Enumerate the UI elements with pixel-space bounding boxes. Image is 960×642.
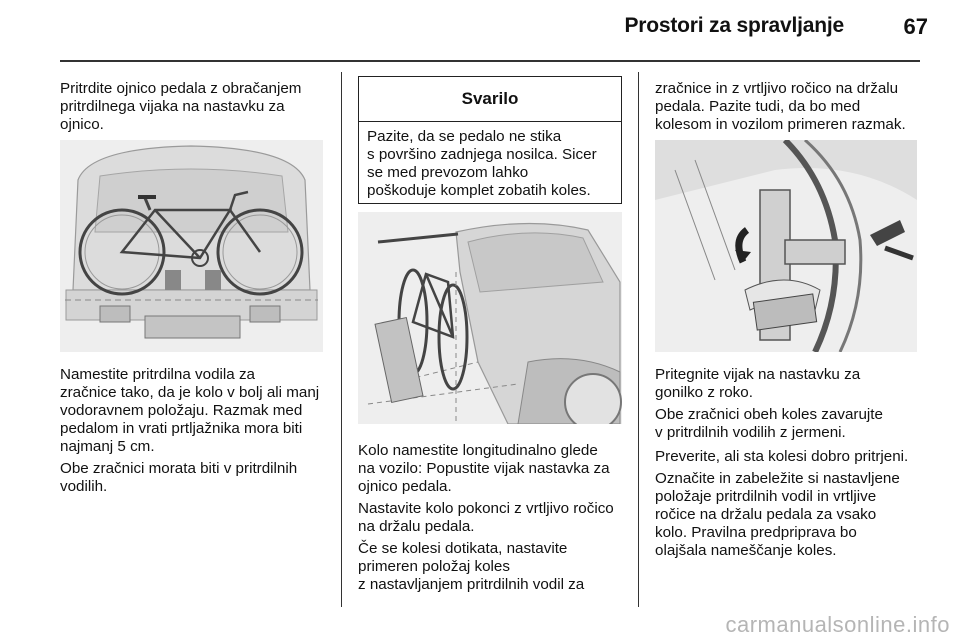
text-line: ojnico. xyxy=(60,116,104,133)
paragraph-both-wheels xyxy=(60,460,297,496)
paragraph-tighten xyxy=(655,366,860,402)
text-line: poškoduje komplet zobatih koles. xyxy=(367,182,591,199)
paragraph-check xyxy=(655,448,908,466)
illustration-pedal-holder-closeup xyxy=(655,140,917,352)
column-divider-right xyxy=(638,72,639,607)
text-line: ojnico pedala. xyxy=(358,478,452,495)
text-line: ročice na držalu pedala za vsako xyxy=(655,506,877,523)
text-line: Namestite pritrdilna vodila za xyxy=(60,366,255,383)
footer-watermark: carmanualsonline.info xyxy=(725,612,950,637)
paragraph-touching xyxy=(358,540,584,594)
text-line: vodilih. xyxy=(60,478,108,495)
warning-body xyxy=(359,122,621,200)
text-line: pedalom in vrati prtljažnika mora biti xyxy=(60,420,303,437)
column-divider-left xyxy=(341,72,342,607)
text-line: Nastavite kolo pokonci z vrtljivo ročico xyxy=(358,500,614,517)
header-rule xyxy=(60,60,920,62)
illustration-bike-on-carrier-rear xyxy=(60,140,323,352)
text-line: Obe zračnici obeh koles zavarujte xyxy=(655,406,883,423)
page-number: 67 xyxy=(903,14,928,39)
paragraph-longitudinal xyxy=(358,442,610,496)
warning-title: Svarilo xyxy=(359,77,621,122)
paragraph-mark-positions xyxy=(655,470,900,560)
text-line: na vozilo: Popustite vijak nastavka za xyxy=(358,460,610,477)
text-line: Kolo namestite longitudinalno glede xyxy=(358,442,598,459)
text-line: zračnice tako, da je kolo v bolj ali manj xyxy=(60,384,320,401)
text-line: Če se kolesi dotikata, nastavite xyxy=(358,540,568,557)
text-line: se med prevozom lahko xyxy=(367,164,529,181)
text-line: z nastavljanjem pritrdilnih vodil za xyxy=(358,576,585,593)
page-header-title: Prostori za spravljanje xyxy=(624,14,844,37)
text-line: na držalu pedala. xyxy=(358,518,475,535)
paragraph-continued xyxy=(655,80,906,134)
text-line: Pritrdite ojnico pedala z obračanjem xyxy=(60,80,302,97)
text-line: gonilko z roko. xyxy=(655,384,753,401)
text-line: primeren položaj koles xyxy=(358,558,510,575)
paragraph-straps xyxy=(655,406,883,442)
text-line: Označite in zabeležite si nastavljene xyxy=(655,470,900,487)
illustration-bike-side-view xyxy=(358,212,622,424)
text-line: Pritegnite vijak na nastavku za xyxy=(655,366,861,383)
text-line: pritrdilnega vijaka na nastavku za xyxy=(60,98,285,115)
text-line: kolesom in vozilom primeren razmak. xyxy=(655,116,906,133)
paragraph-wheel-guides xyxy=(60,366,319,456)
text-line: olajšala nameščanje koles. xyxy=(655,542,837,559)
text-line: Obe zračnici morata biti v pritrdilnih xyxy=(60,460,298,477)
paragraph-upright xyxy=(358,500,614,536)
text-line: najmanj 5 cm. xyxy=(60,438,155,455)
text-line: položaje pritrdilnih vodil in vrtljive xyxy=(655,488,877,505)
text-line: Preverite, ali sta kolesi dobro pritrjeni. xyxy=(655,448,909,465)
text-line: vodoravnem položaju. Razmak med xyxy=(60,402,303,419)
text-line: zračnice in z vrtljivo ročico na držalu xyxy=(655,80,899,97)
warning-box xyxy=(358,76,622,204)
text-line: s površino zadnjega nosilca. Sicer xyxy=(367,146,597,163)
paragraph-pedal-arm xyxy=(60,80,301,134)
text-line: Pazite, da se pedalo ne stika xyxy=(367,128,562,145)
text-line: v pritrdilnih vodilih z jermeni. xyxy=(655,424,846,441)
text-line: kolo. Pravilna predpriprava bo xyxy=(655,524,857,541)
text-line: pedala. Pazite tudi, da bo med xyxy=(655,98,861,115)
